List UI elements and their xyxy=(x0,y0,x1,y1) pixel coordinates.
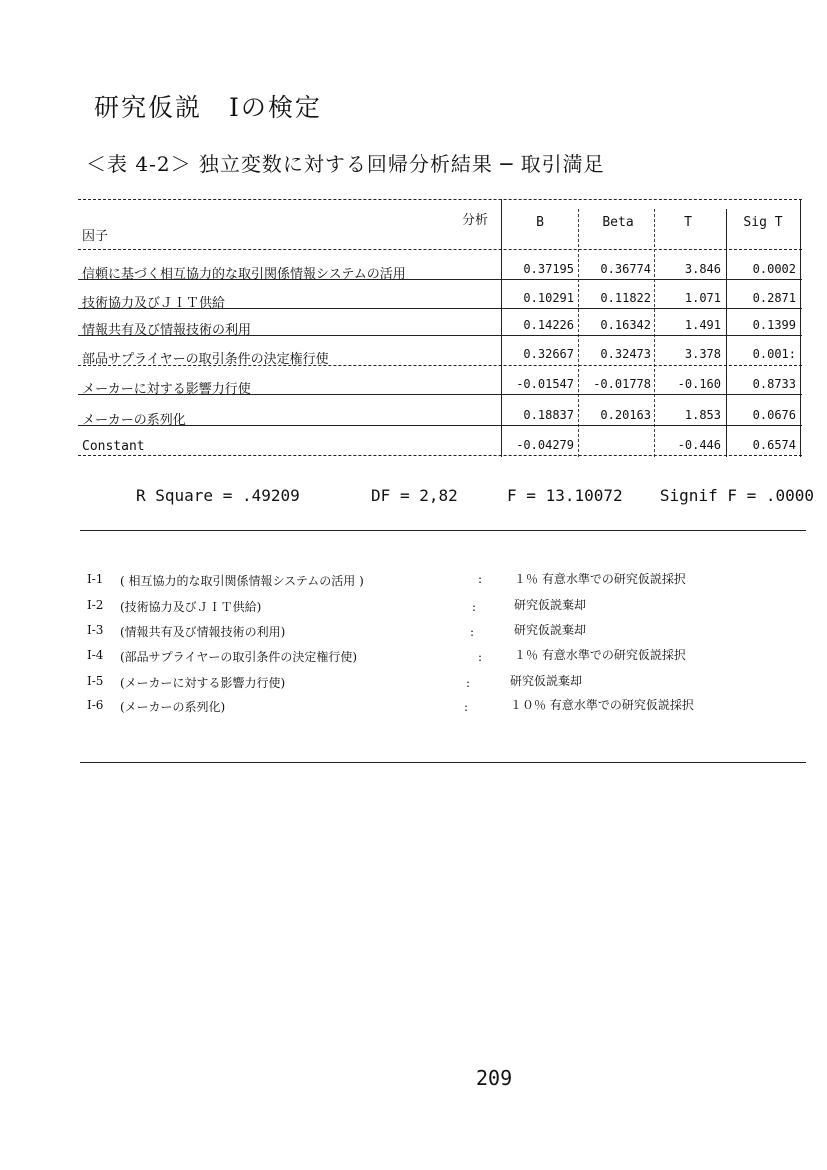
column-header-beta: Beta xyxy=(602,215,634,230)
cell-b: 0.10291 xyxy=(523,291,574,305)
hypothesis-id: Ⅰ-1 xyxy=(87,572,104,586)
cell-sig-t: 0.2871 xyxy=(752,291,796,305)
hypothesis-colon: : xyxy=(472,600,477,614)
row-label: Constant xyxy=(82,439,145,454)
hypothesis-result: 研究仮説棄却 xyxy=(514,598,587,612)
column-divider xyxy=(726,209,727,457)
hypothesis-id: Ⅰ-2 xyxy=(87,598,104,612)
hypothesis-result: １％ 有意水準での研究仮説採択 xyxy=(514,572,686,586)
column-divider xyxy=(654,209,655,457)
hypothesis-result: １０％ 有意水準での研究仮説採択 xyxy=(510,698,694,712)
cell-beta: -0.01778 xyxy=(593,377,651,391)
page-number: 209 xyxy=(476,1066,513,1090)
cell-beta: 0.16342 xyxy=(600,318,651,332)
cell-sig-t: 0.8733 xyxy=(752,377,796,391)
cell-beta: 0.20163 xyxy=(600,408,651,422)
cell-t: -0.446 xyxy=(677,438,721,452)
column-divider xyxy=(800,199,801,457)
header-analysis-label: 分析 xyxy=(462,213,489,228)
cell-t: 1.853 xyxy=(684,408,721,422)
hypothesis-colon: : xyxy=(470,625,475,639)
row-border xyxy=(78,425,802,426)
cell-t: -0.160 xyxy=(677,377,721,391)
cell-b: 0.14226 xyxy=(523,318,574,332)
column-divider xyxy=(501,199,502,457)
hypothesis-colon: : xyxy=(478,572,483,586)
cell-b: 0.37195 xyxy=(523,262,574,276)
cell-sig-t: 0.0676 xyxy=(752,408,796,422)
hypothesis-text: (メーカーの系列化) xyxy=(120,700,226,714)
column-divider xyxy=(578,209,579,457)
hypothesis-text: (情報共有及び情報技術の利用) xyxy=(120,625,286,639)
hypothesis-colon: : xyxy=(466,676,471,690)
signif-f-value: Signif F = .0000 xyxy=(659,486,815,505)
cell-b: 0.18837 xyxy=(523,408,574,422)
hypothesis-id: Ⅰ-6 xyxy=(87,698,104,712)
r-square-value: R Square = .49209 xyxy=(136,486,300,505)
cell-beta: 0.32473 xyxy=(600,347,651,361)
column-header-t: T xyxy=(684,215,692,230)
column-header-sig-t: Sig T xyxy=(743,215,783,230)
cell-t: 1.071 xyxy=(684,291,721,305)
row-border xyxy=(78,308,802,309)
row-label: メーカーに対する影響力行使 xyxy=(82,382,251,397)
df-value: DF = 2,82 xyxy=(371,486,458,505)
section-divider xyxy=(80,530,806,531)
hypothesis-text: ( 相互協力的な取引関係情報システムの活用 ) xyxy=(120,574,364,588)
hypothesis-id: Ⅰ-5 xyxy=(87,674,104,688)
cell-t: 3.378 xyxy=(684,347,721,361)
row-border xyxy=(78,394,802,395)
cell-t: 1.491 xyxy=(684,318,721,332)
row-label: 技術協力及びＪＩＴ供給 xyxy=(82,296,226,311)
regression-summary xyxy=(136,486,814,505)
header-bottom-border xyxy=(78,249,802,250)
hypothesis-result: １％ 有意水準での研究仮説採択 xyxy=(514,648,686,662)
row-label: 信頼に基づく相互協力的な取引関係情報システムの活用 xyxy=(82,267,406,282)
row-border xyxy=(78,335,802,336)
page-title: 研究仮説 Ⅰの検定 xyxy=(94,93,322,122)
cell-b: 0.32667 xyxy=(523,347,574,361)
hypothesis-colon: : xyxy=(478,650,483,664)
row-border xyxy=(78,365,802,366)
row-label: 情報共有及び情報技術の利用 xyxy=(82,323,252,338)
hypothesis-text: (部品サプライヤーの取引条件の決定権行使) xyxy=(120,650,358,664)
table-top-border xyxy=(78,199,802,200)
cell-sig-t: 0.6574 xyxy=(752,438,796,452)
column-header-b: B xyxy=(536,215,544,230)
hypothesis-id: Ⅰ-3 xyxy=(87,623,104,637)
f-value: F = 13.10072 xyxy=(507,486,623,505)
hypothesis-text: (メーカーに対する影響力行使) xyxy=(120,676,286,690)
cell-t: 3.846 xyxy=(684,262,721,276)
cell-b: -0.01547 xyxy=(516,377,574,391)
row-label: メーカーの系列化 xyxy=(82,413,186,428)
table-bottom-border xyxy=(78,455,802,456)
table-caption: ＜表 4-2＞ 独立変数に対する回帰分析結果 ─ 取引満足 xyxy=(86,152,605,176)
hypothesis-result: 研究仮説棄却 xyxy=(510,674,583,688)
row-border xyxy=(78,279,802,280)
cell-beta: 0.11822 xyxy=(600,291,651,305)
hypothesis-id: Ⅰ-4 xyxy=(87,648,104,662)
header-factor-label: 因子 xyxy=(82,229,109,244)
regression-table xyxy=(78,195,802,460)
cell-sig-t: 0.1399 xyxy=(752,318,796,332)
hypothesis-result: 研究仮説棄却 xyxy=(514,623,587,637)
section-divider xyxy=(80,762,806,763)
cell-sig-t: 0.001: xyxy=(752,347,796,361)
cell-sig-t: 0.0002 xyxy=(752,262,796,276)
hypothesis-colon: : xyxy=(464,700,469,714)
row-label: 部品サプライヤーの取引条件の決定権行使 xyxy=(82,352,329,367)
hypothesis-text: (技術協力及びＪＩＴ供給) xyxy=(120,600,262,614)
cell-b: -0.04279 xyxy=(516,438,574,452)
cell-beta: 0.36774 xyxy=(600,262,651,276)
